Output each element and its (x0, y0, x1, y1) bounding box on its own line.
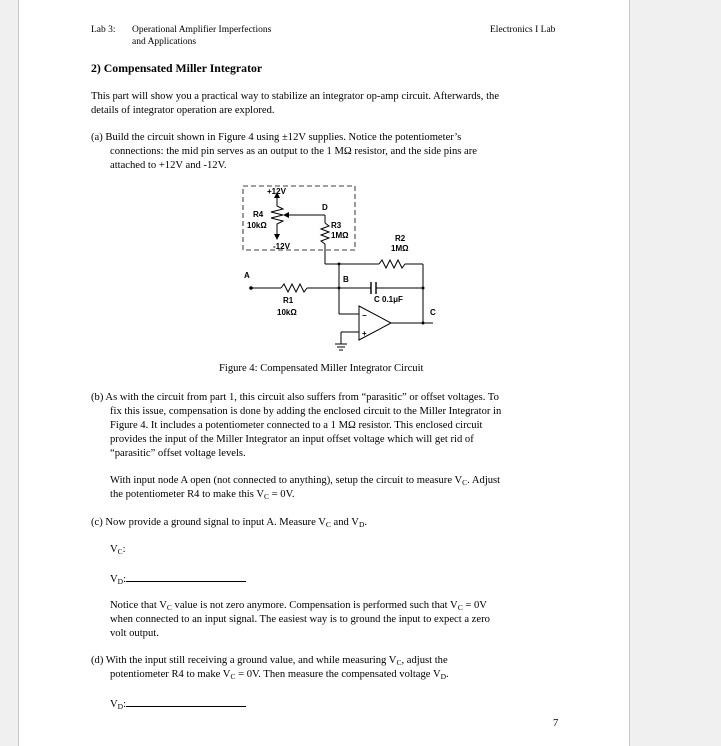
label-opamp-plus: + (362, 329, 367, 338)
label-minus12: -12V (273, 242, 290, 251)
page-number: 7 (553, 718, 559, 729)
r1-resistor (281, 284, 307, 292)
label-c0: C 0.1μF (374, 295, 403, 304)
intro-line-2: details of integrator operation are explored. (91, 105, 275, 116)
part-b-line-5: “parasitic” offset voltage levels. (110, 448, 246, 459)
label-r4: R4 (253, 210, 264, 219)
part-d-line-2: potentiometer R4 to make $V_C = 0V$. Then measure the compensated voltage $V_D$. (110, 669, 449, 681)
part-c-note-1: Notice that $V_C$ value is not zero anymore. Compensation is performed such that $V_C = 0V$ (110, 600, 487, 612)
label-node-a: A (244, 271, 250, 280)
label-r2-val: 1MΩ (391, 244, 409, 253)
part-d-vd-row: $V_D$: (110, 696, 246, 713)
section-title: 2) Compensated Miller Integrator (91, 61, 263, 75)
part-a-line-2: connections: the mid pin serves as an output to the 1 MΩ resistor, and the side pins are (110, 146, 477, 157)
vd-answer-blank[interactable] (126, 571, 246, 582)
part-a-line-3: attached to +12V and -12V. (110, 160, 227, 171)
r3-resistor (321, 223, 329, 244)
part-b-line-3: Figure 4. It includes a potentiometer connected to a 1 MΩ resistor. This enclosed circuit (110, 420, 483, 431)
part-d-vd-blank[interactable] (126, 696, 246, 707)
label-r4-val: 10kΩ (247, 221, 267, 230)
part-b-p2-line-1: With input node A open (not connected to anything), setup the circuit to measure $V_C$. Adjust (110, 475, 501, 487)
header-title-line2: and Applications (132, 37, 197, 47)
node-a-dot (249, 286, 253, 290)
label-d: D (322, 203, 328, 212)
r4-potentiometer (271, 204, 283, 228)
part-a-line-1: (a) Build the circuit shown in Figure 4 using ±12V supplies. Notice the potentiometer’s (91, 132, 462, 143)
r2-resistor (379, 260, 405, 268)
header-lab: Lab 3: (91, 25, 116, 35)
part-b-line-2: fix this issue, compensation is done by adding the enclosed circuit to the Miller Integrator in (110, 406, 502, 417)
label-opamp-minus: − (362, 311, 367, 320)
label-r3-val: 1MΩ (331, 231, 349, 240)
label-r1: R1 (283, 296, 294, 305)
part-b-line-4: provides the input of the Miller Integrator an input offset voltage which will get rid of (110, 434, 474, 445)
header-course: Electronics I Lab (490, 25, 556, 35)
label-node-b: B (343, 275, 349, 284)
part-c-line: (c) Now provide a ground signal to input A. Measure $V_C$ and $V_D$. (91, 517, 368, 529)
label-r2: R2 (395, 234, 406, 243)
part-c-note-2: when connected to an input signal. The easiest way is to ground the input to expect a zero (110, 614, 490, 625)
part-c-note-3: volt output. (110, 628, 159, 639)
circuit-diagram (219, 178, 449, 360)
figure-caption: Figure 4: Compensated Miller Integrator Circuit (219, 363, 424, 374)
label-r3: R3 (331, 221, 342, 230)
part-b-p2-line-2: the potentiometer R4 to make this $V_C = 0V$. (110, 489, 295, 501)
label-node-c: C (430, 308, 436, 317)
part-d-line-1: (d) With the input still receiving a ground value, and while measuring $V_C$, adjust the (91, 655, 448, 667)
part-b-line-1: (b) As with the circuit from part 1, this circuit also suffers from “parasitic” or offset voltages. To (91, 392, 499, 403)
document-page (18, 0, 630, 746)
label-r1-val: 10kΩ (277, 308, 297, 317)
label-plus12: +12V (267, 187, 286, 196)
intro-line-1: This part will show you a practical way to stabilize an integrator op-amp circuit. Afterwards, the (91, 91, 500, 102)
header-title-line1: Operational Amplifier Imperfections (132, 25, 272, 35)
vc-answer-label: $V_C$: (110, 544, 126, 556)
vd-answer-row: $V_D$: (110, 571, 246, 588)
